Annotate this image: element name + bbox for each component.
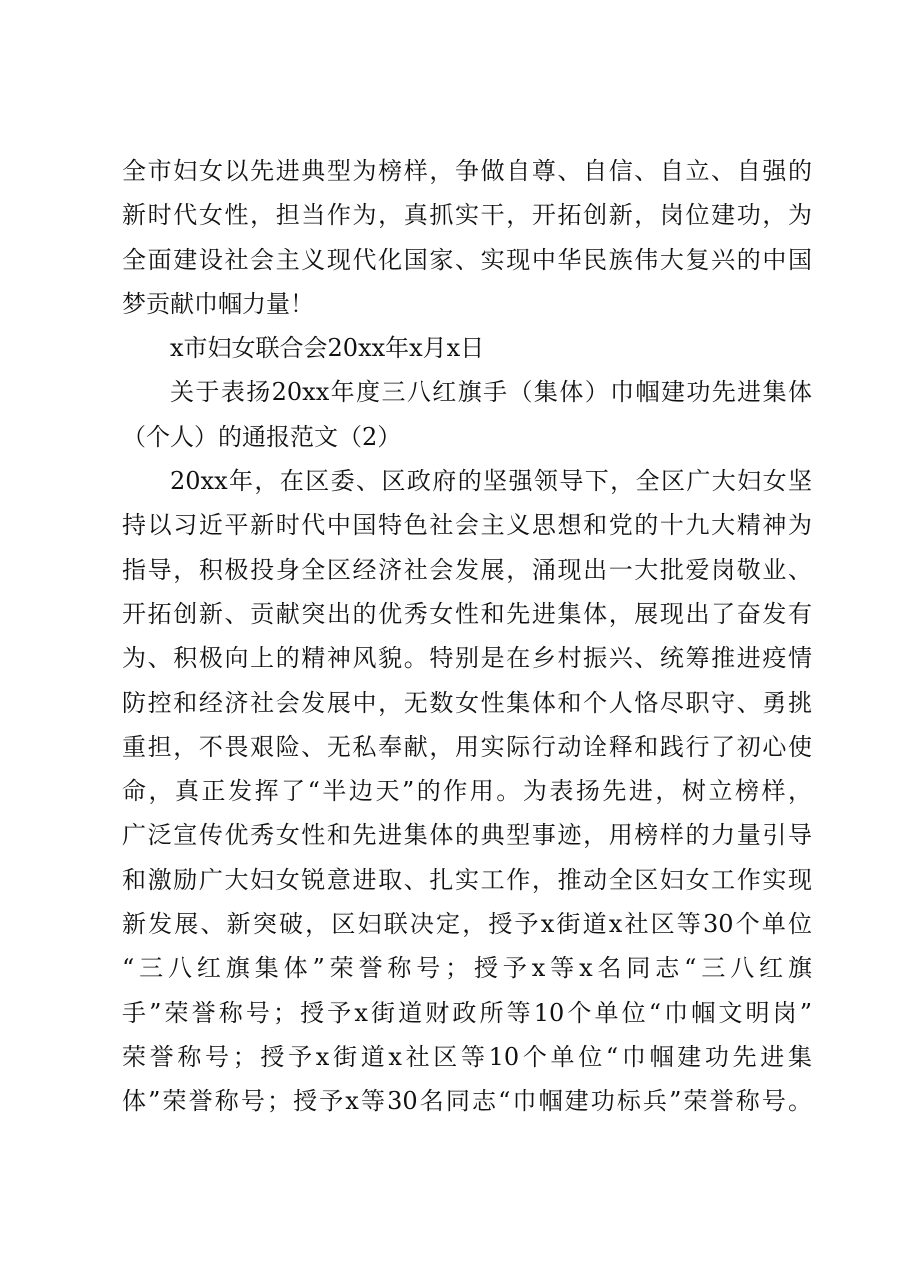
body-line-9: 广泛宣传优秀女性和先进集体的典型事迹，用榜样的力量引导 xyxy=(122,821,812,850)
body-line-6: 防控和经济社会发展中，无数女性集体和个人恪尽职守、勇挑 xyxy=(122,688,812,717)
signature-line: x市妇女联合会20xx年x月x日 xyxy=(170,334,485,363)
body-line-12: “三八红旗集体”荣誉称号；授予x等x名同志“三八红旗 xyxy=(122,954,812,983)
body-line-13: 手”荣誉称号；授予x街道财政所等10个单位“巾帼文明岗” xyxy=(122,998,812,1027)
notice-title-line-1: 关于表扬20xx年度三八红旗手（集体）巾帼建功先进集体 xyxy=(170,378,812,407)
body-line-2: 持以习近平新时代中国特色社会主义思想和党的十九大精神为 xyxy=(122,511,812,540)
body-line-15: 体”荣誉称号；授予x等30名同志“巾帼建功标兵”荣誉称号。 xyxy=(122,1087,812,1116)
body-line-7: 重担，不畏艰险、无私奉献，用实际行动诠释和践行了初心使 xyxy=(122,732,812,761)
body-line-14: 荣誉称号；授予x街道x社区等10个单位“巾帼建功先进集 xyxy=(122,1042,812,1071)
paragraph-line-2: 新时代女性，担当作为，真抓实干，开拓创新，岗位建功，为 xyxy=(122,201,812,230)
paragraph-line-4: 梦贡献巾帼力量！ xyxy=(122,289,314,318)
body-line-10: 和激励广大妇女锐意进取、扎实工作，推动全区妇女工作实现 xyxy=(122,865,812,894)
body-line-1: 20xx年，在区委、区政府的坚强领导下，全区广大妇女坚 xyxy=(170,467,812,496)
body-line-3: 指导，积极投身全区经济社会发展，涌现出一大批爱岗敬业、 xyxy=(122,555,812,584)
notice-title-line-2: （个人）的通报范文（2） xyxy=(122,422,402,451)
document-page xyxy=(122,150,812,1125)
body-line-5: 为、积极向上的精神风貌。特别是在乡村振兴、统筹推进疫情 xyxy=(122,644,812,673)
body-line-11: 新发展、新突破，区妇联决定，授予x街道x社区等30个单位 xyxy=(122,910,812,939)
paragraph-line-1: 全市妇女以先进典型为榜样，争做自尊、自信、自立、自强的 xyxy=(122,157,812,185)
body-line-8: 命，真正发挥了“半边天”的作用。为表扬先进，树立榜样， xyxy=(122,777,812,806)
paragraph-line-3: 全面建设社会主义现代化国家、实现中华民族伟大复兴的中国 xyxy=(122,245,812,274)
body-line-4: 开拓创新、贡献突出的优秀女性和先进集体，展现出了奋发有 xyxy=(122,599,812,628)
